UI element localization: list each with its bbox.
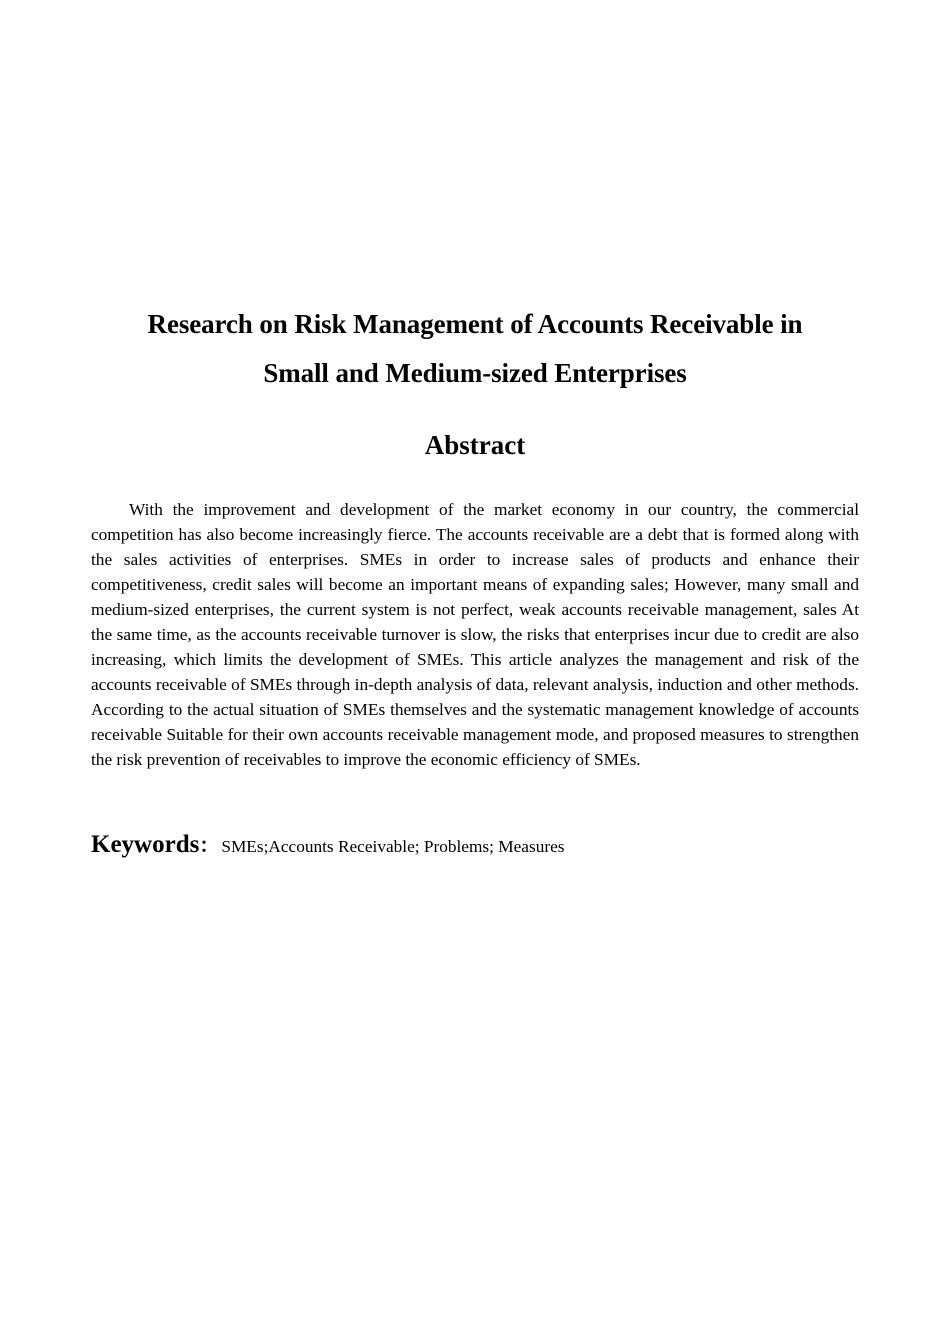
title-line-1: Research on Risk Management of Accounts Receivable in (147, 309, 803, 339)
abstract-heading: Abstract (424, 430, 526, 460)
keywords-separator: ： (199, 835, 220, 857)
keywords-text: SMEs;Accounts Receivable; Problems; Measures (221, 837, 565, 856)
abstract-body: With the improvement and development of the market economy in our country, the commercial competition has also become increasingly fierce. The accounts receivable are a debt that is formed along with the sales activities of enterprises. SMEs in order to increase sales of products and enhance their competitiveness, credit sales will become an important means of expanding sales; However, many small and medium-sized enterprises, the current system is not perfect, weak accounts receivable management, sales At the same time, as the accounts receivable turnover is slow, the risks that enterprises incur due to credit are also increasing, which limits the development of SMEs. This article analyzes the management and risk of the accounts receivable of SMEs through in-depth analysis of data, relevant analysis, induction and other methods. According to the actual situation of SMEs themselves and the systematic management knowledge of accounts receivable Suitable for their own accounts receivable management mode, and proposed measures to strengthen the risk prevention of receivables to improve the economic efficiency of SMEs. (91, 500, 859, 769)
title-line-2: Small and Medium-sized Enterprises (263, 358, 687, 388)
paper-title (0, 300, 950, 398)
keywords-label: Keywords (91, 831, 200, 858)
keywords-line (91, 828, 859, 864)
